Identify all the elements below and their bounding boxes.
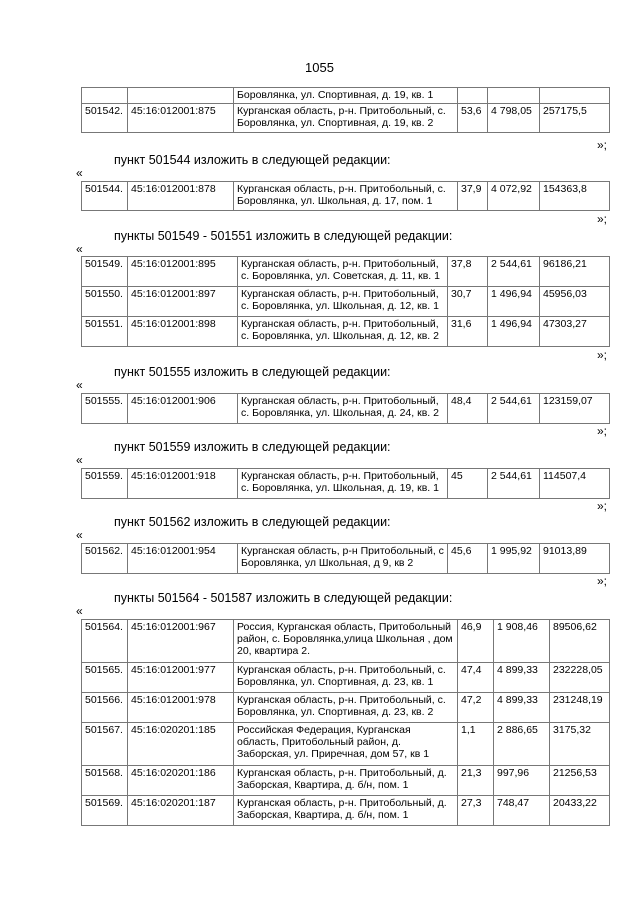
value: 123159,07 — [540, 394, 610, 424]
open-quote: « — [76, 604, 83, 618]
cadastral-number: 45:16:012001:954 — [128, 544, 238, 574]
value — [540, 88, 610, 104]
paragraph-intro: пункт 501562 изложить в следующей редакции: — [114, 515, 391, 529]
value: 21256,53 — [550, 766, 610, 796]
rate: 4 798,05 — [488, 104, 540, 133]
address: Курганская область, р-н. Притобольный, с. Боровлянка, ул. Школьная, д. 24, кв. 2 — [238, 394, 448, 424]
open-quote: « — [76, 378, 83, 392]
area: 37,9 — [458, 182, 488, 211]
value: 232228,05 — [550, 663, 610, 693]
close-quote: »; — [596, 499, 607, 513]
open-quote: « — [76, 166, 83, 180]
row-num: 501551. — [82, 317, 128, 347]
rate: 2 544,61 — [488, 394, 540, 424]
address: Курганская область, р-н. Притобольный, д. Заборская, Квартира, д. б/н, пом. 1 — [234, 796, 458, 826]
row-num: 501565. — [82, 663, 128, 693]
table-row — [82, 796, 610, 826]
cadastral-number: 45:16:012001:897 — [128, 287, 238, 317]
row-num — [82, 88, 128, 104]
paragraph-intro: пункты 501549 - 501551 изложить в следующей редакции: — [114, 229, 453, 243]
table-row — [82, 257, 610, 287]
open-quote: « — [76, 528, 83, 542]
value: 231248,19 — [550, 693, 610, 723]
rate: 4 899,33 — [494, 693, 550, 723]
area: 53,6 — [458, 104, 488, 133]
table-section-6 — [81, 619, 610, 826]
rate: 4 072,92 — [488, 182, 540, 211]
table-row — [82, 766, 610, 796]
rate — [488, 88, 540, 104]
table-row — [82, 544, 610, 574]
address: Курганская область, р-н. Притобольный, д. Заборская, Квартира, д. б/н, пом. 1 — [234, 766, 458, 796]
area: 48,4 — [448, 394, 488, 424]
value: 257175,5 — [540, 104, 610, 133]
table-section-0 — [81, 87, 610, 133]
table-section-4 — [81, 468, 610, 499]
address: Боровлянка, ул. Спортивная, д. 19, кв. 1 — [234, 88, 458, 104]
table-row — [82, 394, 610, 424]
address: Курганская область, р-н. Притобольный, с. Боровлянка, ул. Спортивная, д. 19, кв. 2 — [234, 104, 458, 133]
area — [458, 88, 488, 104]
value: 89506,62 — [550, 620, 610, 663]
row-num: 501566. — [82, 693, 128, 723]
value: 96186,21 — [540, 257, 610, 287]
value: 20433,22 — [550, 796, 610, 826]
row-num: 501544. — [82, 182, 128, 211]
area: 46,9 — [458, 620, 494, 663]
cadastral-number: 45:16:012001:898 — [128, 317, 238, 347]
page-number: 1055 — [305, 60, 334, 75]
cadastral-number: 45:16:012001:918 — [128, 469, 238, 499]
table-section-3 — [81, 393, 610, 424]
open-quote: « — [76, 453, 83, 467]
row-num: 501569. — [82, 796, 128, 826]
table-section-1 — [81, 181, 610, 211]
cadastral-number: 45:16:020201:185 — [128, 723, 234, 766]
value: 91013,89 — [540, 544, 610, 574]
address: Курганская область, р-н. Притобольный, с. Боровлянка, ул. Спортивная, д. 23, кв. 1 — [234, 663, 458, 693]
address: Курганская область, р-н. Притобольный, с. Боровлянка, ул. Школьная, д. 12, кв. 2 — [238, 317, 448, 347]
rate: 748,47 — [494, 796, 550, 826]
area: 30,7 — [448, 287, 488, 317]
value: 45956,03 — [540, 287, 610, 317]
table-row — [82, 723, 610, 766]
rate: 2 544,61 — [488, 257, 540, 287]
paragraph-intro: пункты 501564 - 501587 изложить в следующей редакции: — [114, 591, 453, 605]
table-section-5 — [81, 543, 610, 574]
address: Курганская область, р-н. Притобольный, с. Боровлянка, ул. Школьная, д. 19, кв. 1 — [238, 469, 448, 499]
row-num: 501549. — [82, 257, 128, 287]
close-quote: »; — [596, 348, 607, 362]
close-quote: »; — [596, 424, 607, 438]
cadastral-number — [128, 88, 234, 104]
paragraph-intro: пункт 501555 изложить в следующей редакции: — [114, 365, 391, 379]
rate: 2 886,65 — [494, 723, 550, 766]
close-quote: »; — [596, 574, 607, 588]
cadastral-number: 45:16:012001:906 — [128, 394, 238, 424]
paragraph-intro: пункт 501544 изложить в следующей редакции: — [114, 153, 391, 167]
table-row — [82, 317, 610, 347]
cadastral-number: 45:16:012001:878 — [128, 182, 234, 211]
rate: 1 995,92 — [488, 544, 540, 574]
rate: 4 899,33 — [494, 663, 550, 693]
row-num: 501564. — [82, 620, 128, 663]
address: Россия, Курганская область, Притобольный район, с. Боровлянка,улица Школьная , дом 20, квартира 2. — [234, 620, 458, 663]
rate: 1 908,46 — [494, 620, 550, 663]
table-row — [82, 693, 610, 723]
cadastral-number: 45:16:012001:978 — [128, 693, 234, 723]
row-num: 501562. — [82, 544, 128, 574]
area: 21,3 — [458, 766, 494, 796]
rate: 1 496,94 — [488, 287, 540, 317]
area: 37,8 — [448, 257, 488, 287]
area: 27,3 — [458, 796, 494, 826]
table-section-2 — [81, 256, 610, 347]
value: 47303,27 — [540, 317, 610, 347]
close-quote: »; — [596, 138, 607, 152]
area: 47,2 — [458, 693, 494, 723]
row-num: 501559. — [82, 469, 128, 499]
area: 47,4 — [458, 663, 494, 693]
row-num: 501568. — [82, 766, 128, 796]
value: 114507,4 — [540, 469, 610, 499]
table-row — [82, 182, 610, 211]
cadastral-number: 45:16:020201:186 — [128, 766, 234, 796]
table-row — [82, 287, 610, 317]
open-quote: « — [76, 242, 83, 256]
address: Курганская область, р-н. Притобольный, с. Боровлянка, ул. Спортивная, д. 23, кв. 2 — [234, 693, 458, 723]
row-num: 501550. — [82, 287, 128, 317]
close-quote: »; — [596, 212, 607, 226]
rate: 2 544,61 — [488, 469, 540, 499]
area: 31,6 — [448, 317, 488, 347]
row-num: 501555. — [82, 394, 128, 424]
value: 3175,32 — [550, 723, 610, 766]
table-row — [82, 469, 610, 499]
area: 45 — [448, 469, 488, 499]
address: Российская Федерация, Курганская область, Притобольный район, д. Заборская, ул. Приречная, дом 57, кв 1 — [234, 723, 458, 766]
cadastral-number: 45:16:012001:895 — [128, 257, 238, 287]
cadastral-number: 45:16:012001:977 — [128, 663, 234, 693]
value: 154363,8 — [540, 182, 610, 211]
table-row — [82, 88, 610, 104]
row-num: 501542. — [82, 104, 128, 133]
table-row — [82, 104, 610, 133]
cadastral-number: 45:16:012001:875 — [128, 104, 234, 133]
rate: 997,96 — [494, 766, 550, 796]
address: Курганская область, р-н Притобольный, с Боровлянка, ул Школьная, д 9, кв 2 — [238, 544, 448, 574]
area: 45,6 — [448, 544, 488, 574]
table-row — [82, 620, 610, 663]
rate: 1 496,94 — [488, 317, 540, 347]
cadastral-number: 45:16:012001:967 — [128, 620, 234, 663]
cadastral-number: 45:16:020201:187 — [128, 796, 234, 826]
paragraph-intro: пункт 501559 изложить в следующей редакции: — [114, 440, 391, 454]
address: Курганская область, р-н. Притобольный, с. Боровлянка, ул. Школьная, д. 17, пом. 1 — [234, 182, 458, 211]
table-row — [82, 663, 610, 693]
address: Курганская область, р-н. Притобольный, с. Боровлянка, ул. Школьная, д. 12, кв. 1 — [238, 287, 448, 317]
row-num: 501567. — [82, 723, 128, 766]
area: 1,1 — [458, 723, 494, 766]
address: Курганская область, р-н. Притобольный, с. Боровлянка, ул. Советская, д. 11, кв. 1 — [238, 257, 448, 287]
